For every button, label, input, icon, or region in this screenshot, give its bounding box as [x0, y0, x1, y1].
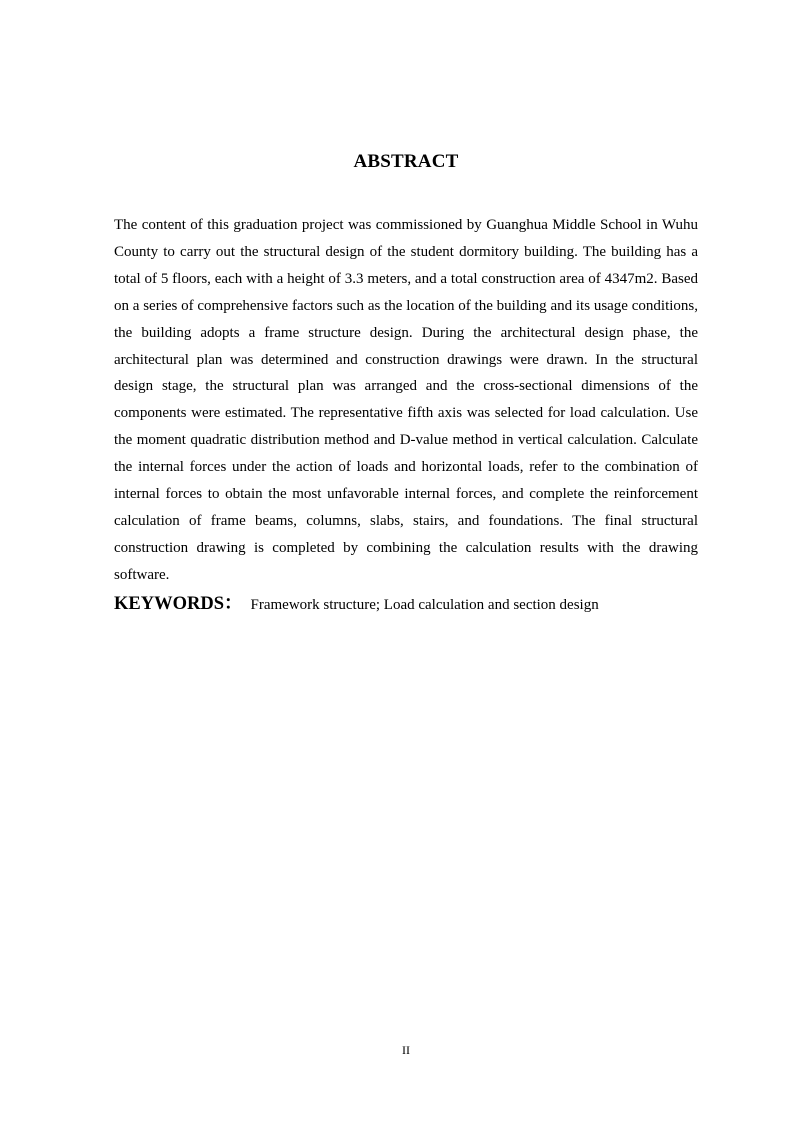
keywords-line — [114, 591, 714, 618]
abstract-body: The content of this graduation project was commissioned by Guanghua Middle School in Wuhu County to carry out the structural design of the student dormitory building. The building has a total of 5 floors, each with a height of 3.3 meters, and a total construction area of 4347m2. Based on a series of comprehensive factors such as the location of the building and its usage conditions, the building adopts a frame structure design. During the architectural design phase, the architectural plan was determined and construction drawings were drawn. In the structural design stage, the structural plan was arranged and the cross-sectional dimensions of the components were estimated. The representative fifth axis was selected for load calculation. Use the moment quadratic distribution method and D-value method in vertical calculation. Calculate the internal forces under the action of loads and horizontal loads, refer to the combination of internal forces to obtain the most unfavorable internal forces, and complete the reinforcement calculation of frame beams, columns, slabs, stairs, and foundations. The final structural construction drawing is completed by combining the calculation results with the drawing software. — [114, 217, 698, 583]
keywords-label: KEYWORDS： — [114, 594, 243, 614]
abstract-title: ABSTRACT — [353, 151, 459, 172]
keywords-text: Framework structure; Load calculation and section design — [250, 597, 599, 613]
page-number: II — [402, 1043, 410, 1057]
